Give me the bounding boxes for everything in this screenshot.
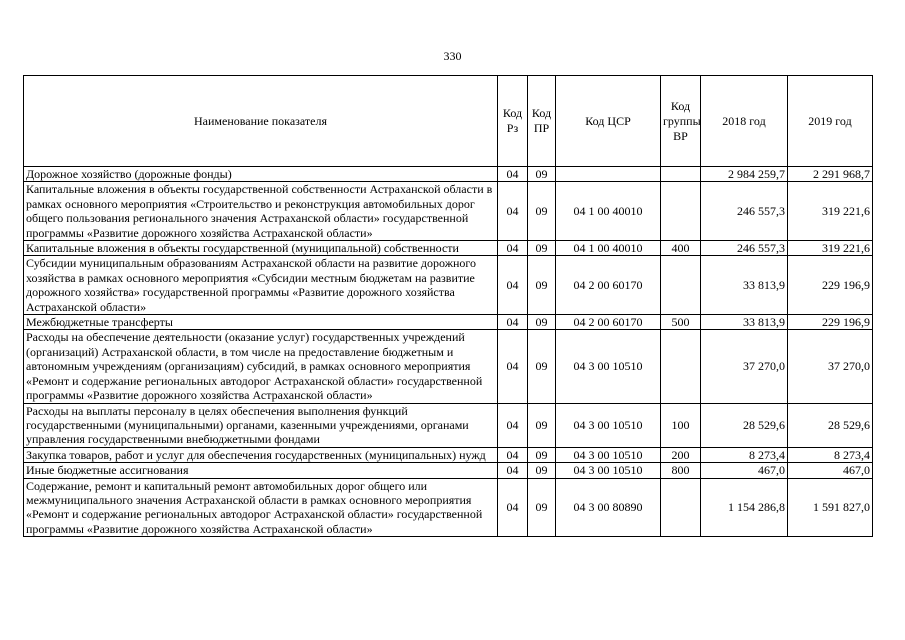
row-csr: 04 3 00 80890 — [556, 478, 661, 537]
row-name: Дорожное хозяйство (дорожные фонды) — [24, 167, 498, 182]
table-row — [24, 403, 873, 447]
row-value-2019: 2 291 968,7 — [788, 167, 873, 182]
row-rz: 04 — [498, 330, 528, 403]
row-rz: 04 — [498, 241, 528, 256]
budget-table — [23, 75, 873, 537]
row-value-2018: 2 984 259,7 — [701, 167, 788, 182]
row-rz: 04 — [498, 447, 528, 462]
row-value-2018: 37 270,0 — [701, 330, 788, 403]
row-csr: 04 3 00 10510 — [556, 447, 661, 462]
header-rz: Код Рз — [498, 76, 528, 167]
row-csr: 04 3 00 10510 — [556, 463, 661, 478]
row-pr: 09 — [528, 403, 556, 447]
row-rz: 04 — [498, 182, 528, 241]
row-pr: 09 — [528, 315, 556, 330]
row-value-2018: 28 529,6 — [701, 403, 788, 447]
row-rz: 04 — [498, 403, 528, 447]
row-vr — [661, 256, 701, 315]
row-value-2019: 229 196,9 — [788, 315, 873, 330]
table-row — [24, 463, 873, 478]
row-pr: 09 — [528, 241, 556, 256]
table-row — [24, 167, 873, 182]
table-row — [24, 447, 873, 462]
row-value-2019: 467,0 — [788, 463, 873, 478]
row-vr — [661, 330, 701, 403]
row-value-2019: 319 221,6 — [788, 241, 873, 256]
row-rz: 04 — [498, 167, 528, 182]
row-value-2018: 33 813,9 — [701, 256, 788, 315]
table-header-row — [24, 76, 873, 167]
row-value-2019: 1 591 827,0 — [788, 478, 873, 537]
row-pr: 09 — [528, 182, 556, 241]
row-name: Межбюджетные трансферты — [24, 315, 498, 330]
table-row — [24, 182, 873, 241]
table-row — [24, 315, 873, 330]
row-value-2018: 246 557,3 — [701, 182, 788, 241]
row-pr: 09 — [528, 256, 556, 315]
row-value-2019: 229 196,9 — [788, 256, 873, 315]
row-name: Закупка товаров, работ и услуг для обеспечения государственных (муниципальных) нужд — [24, 447, 498, 462]
row-vr: 200 — [661, 447, 701, 462]
row-vr: 400 — [661, 241, 701, 256]
row-vr: 100 — [661, 403, 701, 447]
row-pr: 09 — [528, 330, 556, 403]
row-rz: 04 — [498, 463, 528, 478]
header-name: Наименование показателя — [24, 76, 498, 167]
row-name: Капитальные вложения в объекты государственной (муниципальной) собственности — [24, 241, 498, 256]
row-name: Субсидии муниципальным образованиям Астраханской области на развитие дорожного хозяйства в рамках основного мероприятия «Субсидии местным бюджетам на развитие дорожного хозяйства» государственной программы «Развитие дорожного хозяйства Астраханской области» — [24, 256, 498, 315]
row-value-2019: 8 273,4 — [788, 447, 873, 462]
row-name: Расходы на обеспечение деятельности (оказание услуг) государственных учреждений (организаций) Астраханской области, в том числе на предоставление бюджетным и автономным учреждениям (организациям) субсидий, в рамках основного мероприятия «Ремонт и содержание региональных автодорог Астраханской области» государственной программы «Развитие дорожного хозяйства Астраханской области» — [24, 330, 498, 403]
row-value-2018: 246 557,3 — [701, 241, 788, 256]
row-pr: 09 — [528, 463, 556, 478]
row-csr: 04 2 00 60170 — [556, 315, 661, 330]
row-value-2018: 33 813,9 — [701, 315, 788, 330]
row-value-2019: 28 529,6 — [788, 403, 873, 447]
row-vr — [661, 182, 701, 241]
page-number: 330 — [443, 49, 462, 63]
row-pr: 09 — [528, 447, 556, 462]
row-vr — [661, 478, 701, 537]
table-row — [24, 478, 873, 537]
header-2018: 2018 год — [701, 76, 788, 167]
header-vr: Код группы ВР — [661, 76, 701, 167]
row-csr — [556, 167, 661, 182]
table-row — [24, 256, 873, 315]
table-row — [24, 330, 873, 403]
row-rz: 04 — [498, 256, 528, 315]
row-rz: 04 — [498, 315, 528, 330]
row-vr: 500 — [661, 315, 701, 330]
row-value-2019: 37 270,0 — [788, 330, 873, 403]
row-value-2018: 8 273,4 — [701, 447, 788, 462]
row-vr — [661, 167, 701, 182]
table-row — [24, 241, 873, 256]
header-2019: 2019 год — [788, 76, 873, 167]
row-csr: 04 1 00 40010 — [556, 241, 661, 256]
row-rz: 04 — [498, 478, 528, 537]
row-name: Содержание, ремонт и капитальный ремонт автомобильных дорог общего или межмуниципального значения Астраханской области в рамках основного мероприятия «Ремонт и содержание региональных автодорог Астраханской области» государственной программы «Развитие дорожного хозяйства Астраханской области» — [24, 478, 498, 537]
row-pr: 09 — [528, 478, 556, 537]
row-name: Расходы на выплаты персоналу в целях обеспечения выполнения функций государственными (муниципальными) органами, казенными учреждениями, органами управления государственными внебюджетными фондами — [24, 403, 498, 447]
header-csr: Код ЦСР — [556, 76, 661, 167]
header-pr: Код ПР — [528, 76, 556, 167]
row-csr: 04 3 00 10510 — [556, 330, 661, 403]
row-name: Капитальные вложения в объекты государственной собственности Астраханской области в рамках основного мероприятия «Строительство и реконструкция автомобильных дорог общего пользования регионального значения Астраханской области» государственной программы «Развитие дорожного хозяйства Астраханской области» — [24, 182, 498, 241]
row-csr: 04 1 00 40010 — [556, 182, 661, 241]
row-csr: 04 2 00 60170 — [556, 256, 661, 315]
row-csr: 04 3 00 10510 — [556, 403, 661, 447]
row-pr: 09 — [528, 167, 556, 182]
row-value-2019: 319 221,6 — [788, 182, 873, 241]
row-value-2018: 467,0 — [701, 463, 788, 478]
row-name: Иные бюджетные ассигнования — [24, 463, 498, 478]
row-value-2018: 1 154 286,8 — [701, 478, 788, 537]
row-vr: 800 — [661, 463, 701, 478]
